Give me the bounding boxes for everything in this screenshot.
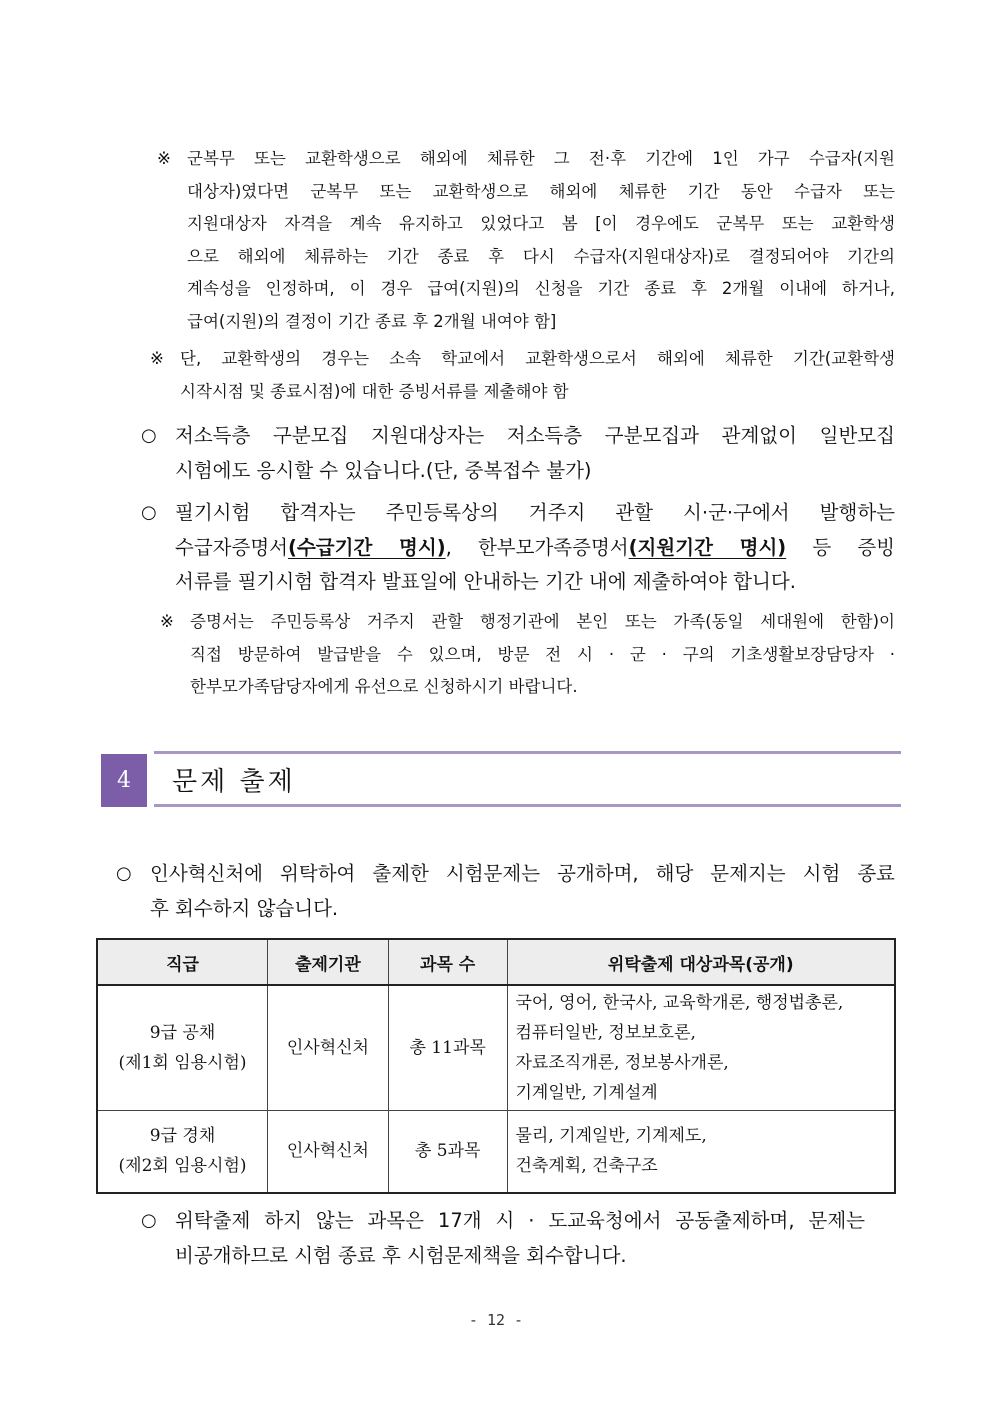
paragraph-line: 서류를 필기시험 합격자 발표일에 안내하는 기간 내에 제출하여야 합니다. bbox=[175, 570, 796, 593]
bullet-circle: ○ bbox=[141, 425, 157, 446]
paragraph-line bbox=[175, 531, 895, 566]
note-mark: ※ bbox=[160, 612, 174, 631]
note-line: 증명서는 주민등록상 거주지 관할 행정기관에 본인 또는 가족(동일 세대원에 한함)이 bbox=[190, 612, 895, 631]
paragraph-line: 인사혁신처에 위탁하여 출제한 시험문제는 공개하며, 해당 문제지는 시험 종료 bbox=[150, 862, 895, 885]
header-count: 과목 수 bbox=[388, 939, 507, 985]
cell-count: 총 5과목 bbox=[388, 1111, 507, 1193]
header-grade: 직급 bbox=[97, 939, 268, 985]
grade-line: 9급 경채 bbox=[149, 1126, 216, 1147]
subjects-table bbox=[96, 938, 896, 1194]
note-line: 대상자)였다면 군복무 또는 교환학생으로 해외에 체류한 기간 동안 수급자 또는 bbox=[187, 181, 895, 201]
note-line: 단, 교환학생의 경우는 소속 학교에서 교환학생으로서 해외에 체류한 기간(교환학생 bbox=[180, 349, 895, 368]
text-fragment: 등 증빙 bbox=[786, 535, 895, 559]
note-line: 급여(지원)의 결정이 기간 종료 후 2개월 내여야 함] bbox=[187, 311, 557, 331]
bullet-circle: ○ bbox=[116, 863, 132, 884]
page-number: - 12 - bbox=[468, 1311, 524, 1329]
emphasis-underline: (수급기간 명시) bbox=[288, 535, 446, 559]
note-line: 직접 방문하여 발급받을 수 있으며, 방문 전 시 · 군 · 구의 기초생활보장담당자 · bbox=[190, 644, 895, 664]
grade-line: (제1회 임용시험) bbox=[118, 1053, 247, 1073]
cell-grade bbox=[97, 1111, 268, 1193]
paragraph-line: 후 회수하지 않습니다. bbox=[150, 896, 339, 920]
note-mark: ※ bbox=[157, 149, 171, 168]
note-line: 군복무 또는 교환학생으로 해외에 체류한 그 전·후 기간에 1인 가구 수급자(지원 bbox=[187, 149, 895, 168]
paragraph-line: 저소득층 구분모집 지원대상자는 저소득층 구분모집과 관계없이 일반모집 bbox=[175, 424, 895, 447]
cell-subjects bbox=[507, 1111, 895, 1193]
header-subjects: 위탁출제 대상과목(공개) bbox=[507, 939, 895, 985]
section-rule-bottom bbox=[154, 804, 901, 807]
subject-line: 자료조직개론, 정보봉사개론, bbox=[515, 1053, 729, 1073]
grade-line: (제2회 임용시험) bbox=[118, 1156, 247, 1177]
note-line: 한부모가족담당자에게 유선으로 신청하시기 바랍니다. bbox=[190, 677, 578, 696]
paragraph-certificate-submission bbox=[141, 496, 895, 600]
subject-line: 기계일반, 기계설계 bbox=[515, 1083, 658, 1103]
subject-line: 건축계획, 건축구조 bbox=[515, 1156, 658, 1177]
note-exchange-proof bbox=[150, 343, 895, 408]
grade-line: 9급 공채 bbox=[149, 1023, 216, 1043]
cell-agency: 인사혁신처 bbox=[268, 985, 389, 1111]
note-military-exchange bbox=[157, 143, 895, 338]
text-fragment: 수급자증명서 bbox=[175, 535, 289, 559]
cell-count: 총 11과목 bbox=[388, 985, 507, 1111]
subject-line: 물리, 기계일반, 기계제도, bbox=[515, 1126, 707, 1147]
section-rule-top bbox=[154, 751, 901, 754]
emphasis-underline: (지원기간 명시) bbox=[628, 535, 787, 559]
paragraph-line: 위탁출제 하지 않는 과목은 17개 시 · 도교육청에서 공동출제하며, 문제는 bbox=[175, 1209, 865, 1232]
note-line: 지원대상자 자격을 계속 유지하고 있었다고 봄 [이 경우에도 군복무 또는 교환학생 bbox=[187, 214, 895, 233]
cell-grade bbox=[97, 985, 268, 1111]
paragraph-line: 비공개하므로 시험 종료 후 시험문제책을 회수합니다. bbox=[175, 1243, 627, 1267]
paragraph-low-income-general bbox=[141, 419, 895, 488]
paragraph-exam-disclosure bbox=[116, 857, 895, 926]
text-fragment: , 한부모가족증명서 bbox=[445, 535, 629, 559]
table-row bbox=[97, 985, 895, 1111]
subject-line: 국어, 영어, 한국사, 교육학개론, 행정법총론, bbox=[515, 993, 844, 1013]
note-line: 계속성을 인정하며, 이 경우 급여(지원)의 신청을 기간 종료 후 2개월 이내에 하거나, bbox=[187, 279, 895, 298]
paragraph-line: 시험에도 응시할 수 있습니다.(단, 중복접수 불가) bbox=[175, 458, 592, 482]
note-certificate-issue bbox=[160, 606, 895, 704]
header-agency: 출제기관 bbox=[268, 939, 389, 985]
paragraph-non-outsourced bbox=[141, 1204, 865, 1273]
bullet-circle: ○ bbox=[141, 1210, 157, 1231]
section-number: 4 bbox=[101, 754, 147, 807]
note-line: 시작시점 및 종료시점)에 대한 증빙서류를 제출해야 함 bbox=[180, 381, 569, 401]
table-row bbox=[97, 1111, 895, 1193]
cell-subjects bbox=[507, 985, 895, 1111]
subject-line: 컴퓨터일반, 정보보호론, bbox=[515, 1023, 696, 1043]
paragraph-line: 필기시험 합격자는 주민등록상의 거주지 관할 시·군·구에서 발행하는 bbox=[175, 501, 895, 524]
note-mark: ※ bbox=[150, 349, 164, 368]
bullet-circle: ○ bbox=[141, 502, 157, 523]
note-line: 으로 해외에 체류하는 기간 종료 후 다시 수급자(지원대상자)로 결정되어야 기간의 bbox=[187, 246, 895, 266]
section-title: 문제 출제 bbox=[172, 767, 296, 797]
table-header-row bbox=[97, 939, 895, 985]
section-heading bbox=[101, 751, 901, 809]
cell-agency: 인사혁신처 bbox=[268, 1111, 389, 1193]
